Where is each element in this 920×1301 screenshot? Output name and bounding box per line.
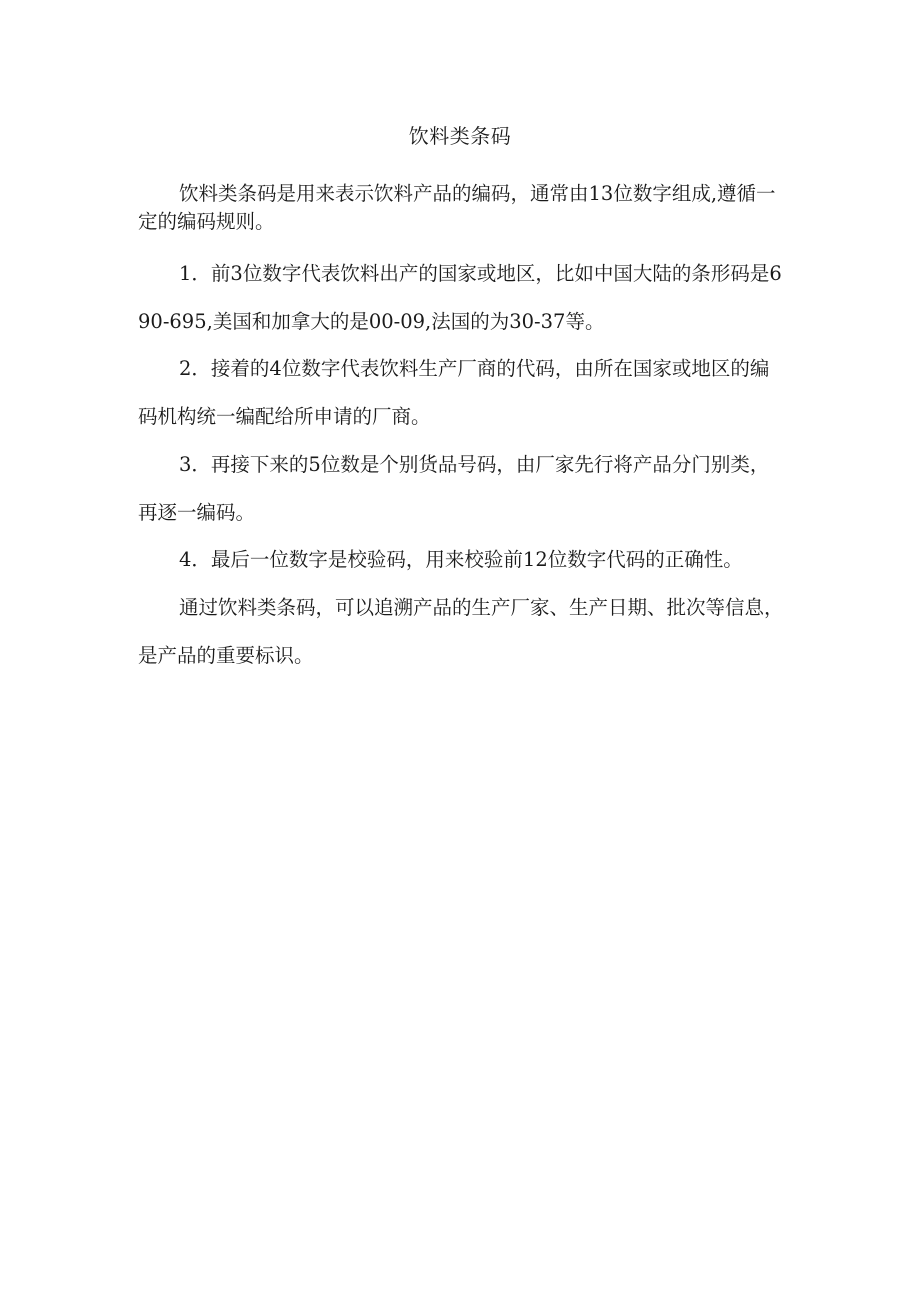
rule-paragraph-1: 1．前3位数字代表饮料出产的国家或地区，比如中国大陆的条形码是690-695,美国和加拿大的是00-09,法国的为30-37等。 (138, 262, 782, 333)
rule-paragraph-3: 3．再接下来的5位数是个别货品号码，由厂家先行将产品分门别类，再逐一编码。 (138, 453, 770, 524)
document-title: 饮料类条码 (408, 124, 512, 148)
conclusion-paragraph: 通过饮料类条码，可以追溯产品的生产厂家、生产日期、批次等信息，是产品的重要标识。 (138, 596, 784, 667)
rule-paragraph-4: 4．最后一位数字是校验码，用来校验前12位数字代码的正确性。 (179, 548, 743, 571)
intro-paragraph: 饮料类条码是用来表示饮料产品的编码，通常由13位数字组成,遵循一定的编码规则。 (138, 182, 776, 233)
rule-paragraph-2: 2．接着的4位数字代表饮料生产厂商的代码，由所在国家或地区的编码机构统一编配给所申请的厂商。 (138, 357, 770, 428)
